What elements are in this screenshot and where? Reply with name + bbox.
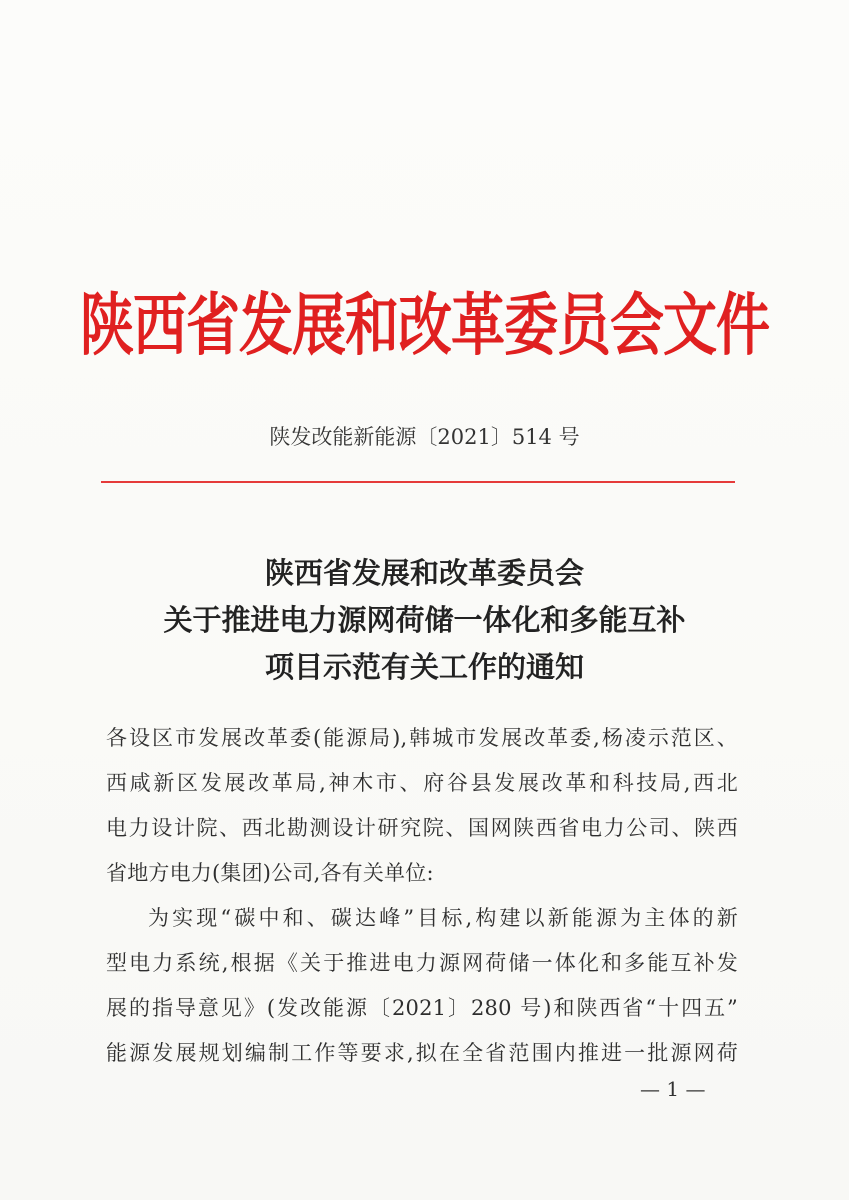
body-text — [106, 716, 738, 1076]
body-line: 电力设计院、西北勘测设计研究院、国网陕西省电力公司、陕西 — [106, 816, 738, 840]
notice-title — [0, 550, 849, 691]
body-line: 为实现“碳中和、碳达峰”目标,构建以新能源为主体的新 — [148, 906, 738, 930]
body-line: 能源发展规划编制工作等要求,拟在全省范围内推进一批源网荷 — [106, 1041, 738, 1065]
red-divider-line — [101, 481, 735, 483]
body-line: 各设区市发展改革委(能源局),韩城市发展改革委,杨凌示范区、 — [106, 726, 738, 750]
body-line: 展的指导意见》(发改能源〔2021〕280 号)和陕西省“十四五” — [106, 996, 738, 1020]
body-line: 西咸新区发展改革局,神木市、府谷县发展改革和科技局,西北 — [106, 771, 738, 795]
body-line: 型电力系统,根据《关于推进电力源网荷储一体化和多能互补发 — [106, 951, 738, 975]
document-header-title: 陕西省发展和改革委员会文件 — [80, 285, 769, 365]
body-line: 省地方电力(集团)公司,各有关单位: — [106, 861, 434, 885]
document-number: 陕发改能新能源〔2021〕514 号 — [269, 425, 580, 449]
notice-title-line: 关于推进电力源网荷储一体化和多能互补 — [163, 603, 686, 637]
notice-title-line: 陕西省发展和改革委员会 — [264, 556, 584, 590]
notice-title-line: 项目示范有关工作的通知 — [264, 650, 584, 684]
page-number: — 1 — — [640, 1077, 706, 1101]
